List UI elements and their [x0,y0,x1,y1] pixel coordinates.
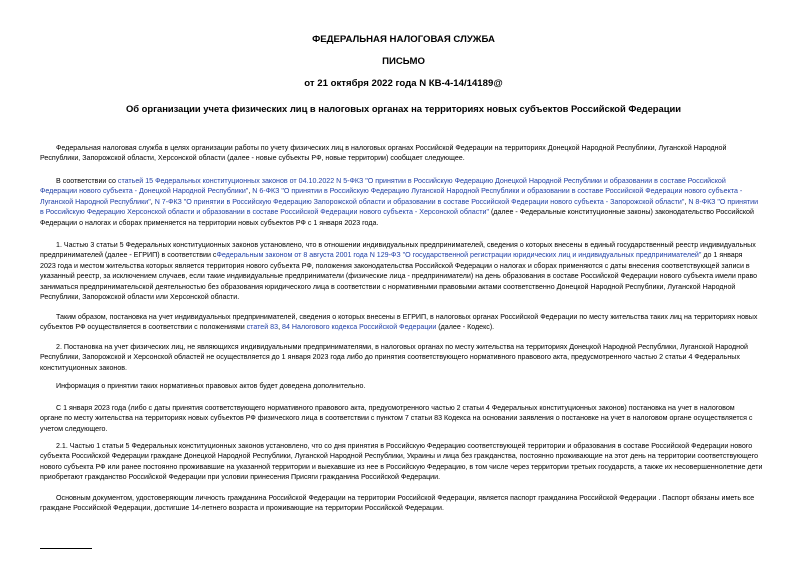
legal-reference-link[interactable]: Луганской Народной Республики" [40,197,151,206]
paragraph-line: Основным документом, удостоверяющим личность гражданина Российской Федерации на территории Российской Федерации, является паспорт гражданина Российской Федерации . Паспорт обязаны иметь все [56,494,755,502]
paragraph-line: Информация о принятии таких нормативных правовых актов будет доведена дополнительно. [56,382,366,390]
paragraph-line: указанный реестр, за исключением случаев, если такие индивидуальные предприниматели (физические лица - предприниматели) на день образования в составе Российской Федерации нового субъекта имели право [40,272,758,281]
paragraph [40,381,770,391]
legal-reference-link[interactable]: статей 83 [246,323,279,332]
paragraph-line: Таким образом, постановка на учет индивидуальных предпринимателей, сведения о которых внесены в ЕГРИП, в налоговых органах Российской Федерации по месту жительства таких лиц на территориях новых [56,313,758,321]
paragraph-line: субъекта Российской Федерации граждане Донецкой Народной Республики, Луганской Народной Республики, Украины и лица без гражданства, постоянно проживающие на этот день на территории соответствующего [40,452,759,461]
agency-name: ФЕДЕРАЛЬНАЯ НАЛОГОВАЯ СЛУЖБА [312,34,495,45]
legal-reference-link[interactable]: N 7-ФКЗ "О принятии в Российскую Федерацию Запорожской области и образовании в составе Российской Федерации нового субъекта - Запорожской области" [154,197,685,206]
paragraph-line: Республики, Запорожской области, Херсонской области (далее - новые субъекты РФ, новые территории) сообщает следующее. [40,154,465,163]
paragraph-line: Республики, Запорожской и Херсонской областей не осуществляется до 1 января 2023 года либо до принятия соответствующего нормативного правового акта, предусмотренного частью 2 статьи 4 Федеральных [40,353,740,362]
paragraph-line: приобретают гражданство Российской Федерации при условии принесения Присяги гражданина Российской Федерации. [40,473,441,482]
legal-reference-link[interactable]: в Российскую Федерацию Херсонской области и образовании в составе Российской Федерации нового субъекта - Херсонской области" [40,208,489,217]
paragraph-line: Федерации о налогах и сборах применяется на территории новых субъектов РФ с 1 января 2023 года. [40,218,379,227]
legal-reference-link[interactable]: N 8-ФКЗ "О принятии [688,197,759,206]
paragraph-line: Федеральная налоговая служба в целях организации работы по учету физических лиц в налоговых органах Российской Федерации на территориях Донецкой Народной Республики, Луганской Народной [56,144,727,152]
paragraph-line: в Российскую Федерацию Херсонской области и образовании в составе Российской Федерации нового субъекта - Херсонской области" (далее - Федеральные конституционные законы) законодательство Российской [40,208,754,217]
legal-reference-link[interactable]: Федеральным законом от 8 августа 2001 года N 129-ФЗ "О государственной регистрации юридических лиц и индивидуальных предпринимателей" [216,251,702,260]
paragraph [40,176,770,228]
paragraph-line: граждане Российской Федерации, достигшие 14-летнего возраста и проживающие на территории Российской Федерации. [40,504,444,513]
paragraph [40,493,770,514]
paragraph-line: органе по месту жительства на территориях новых субъектов РФ физического лица в соответствии с пунктом 7 статьи 83 Кодекса на основании заявления о постановке на учет в налоговом органе осуществляется с [40,414,753,423]
paragraph-line: учетом следующего. [40,424,108,433]
paragraph [40,143,770,164]
paragraph-line: С 1 января 2023 года (либо с даты принятия соответствующего нормативного правового акта, предусмотренного частью 2 статьи 4 Федеральных конституционных законов) постановка на учет в налоговом [56,404,735,412]
paragraph [40,403,770,434]
paragraph-line: нового субъекта РФ или ранее постоянно проживавшие на указанной территории и выехавшие из нее в Российскую Федерацию, в том числе через территории третьих государств, а также их несовершеннолетние дети [40,462,763,471]
document-date-number: от 21 октября 2022 года N КВ-4-14/14189@ [304,78,503,89]
footnote-divider [40,548,92,549]
paragraph-line: 2023 года и местом жительства которых является территория нового субъекта РФ, положения законодательства Российской Федерации о налогах и сборах применяются с даты внесения соответствующей записи в [40,261,750,270]
paragraph-line: Федерации нового субъекта - Донецкой Народной Республики", N 6-ФКЗ "О принятии в Российскую Федерацию Луганской Народной Республики и образовании в составе Российской Федерации нового субъекта - [40,187,743,196]
paragraph-line: заниматься предпринимательской деятельностью без образования юридического лица в соответствии с нормативными правовыми актами соответственно Донецкой Народной Республики, Луганской Народной [40,282,736,291]
paragraph [40,312,770,333]
paragraph [40,342,770,373]
paragraph [40,441,770,483]
paragraph [40,240,770,302]
paragraph-line: Республики, Запорожской области или Херсонской области. [40,293,240,302]
legal-reference-link[interactable]: Федерации нового субъекта - Донецкой Народной Республики" [40,187,249,196]
legal-reference-link[interactable]: N 6-ФКЗ "О принятии в Российскую Федерацию Луганской Народной Республики и образовании в составе Российской Федерации нового субъекта - [252,187,743,196]
paragraph-line: 2.1. Частью 1 статьи 5 Федеральных конституционных законов установлено, что со дня принятия в Российскую Федерацию соответствующей территории и образования в составе Российской Федерации нового [56,442,753,450]
paragraph-line: 1. Частью 3 статьи 5 Федеральных конституционных законов установлено, что в отношении индивидуальных предпринимателей, сведения о которых внесены в единый государственный реестр индивидуальных [56,241,756,249]
document-title: Об организации учета физических лиц в налоговых органах на территориях новых субъектов Российской Федерации [125,103,682,114]
paragraph-line: 2. Постановка на учет физических лиц, не являющихся индивидуальными предпринимателями, в налоговых органах по месту жительства на территориях Донецкой Народной Республики, Луганской Народной [56,343,748,351]
paragraph-line: конституционных законов. [40,363,128,372]
legal-reference-link[interactable]: 84 Налогового кодекса Российской Федерации [282,323,437,332]
paragraph-line: предпринимателей (далее - ЕГРИП) в соответствии сФедеральным законом от 8 августа 2001 года N 129-ФЗ "О государственной регистрации юридических лиц и индивидуальных предпринимателей" до 1 января [40,251,743,260]
paragraph-line: Луганской Народной Республики", N 7-ФКЗ "О принятии в Российскую Федерацию Запорожской области и образовании в составе Российской Федерации нового субъекта - Запорожской области", N 8-ФКЗ "О принятии [40,197,759,206]
paragraph-line: В соответствии со статьей 15 Федеральных конституционных законов от 04.10.2022 N 5-ФКЗ "О принятии в Российскую Федерацию Донецкой Народной Республики и образовании в составе Российской [56,177,726,185]
paragraph-line: субъектов РФ осуществляется в соответствии с положениями статей 83, 84 Налогового кодекса Российской Федерации (далее - Кодекс). [40,323,495,332]
document-type: ПИСЬМО [382,56,425,67]
legal-reference-link[interactable]: статьей 15 Федеральных конституционных законов от 04.10.2022 N 5-ФКЗ "О принятии в Российскую Федерацию Донецкой Народной Республики и образовании в составе Российской [117,177,726,185]
